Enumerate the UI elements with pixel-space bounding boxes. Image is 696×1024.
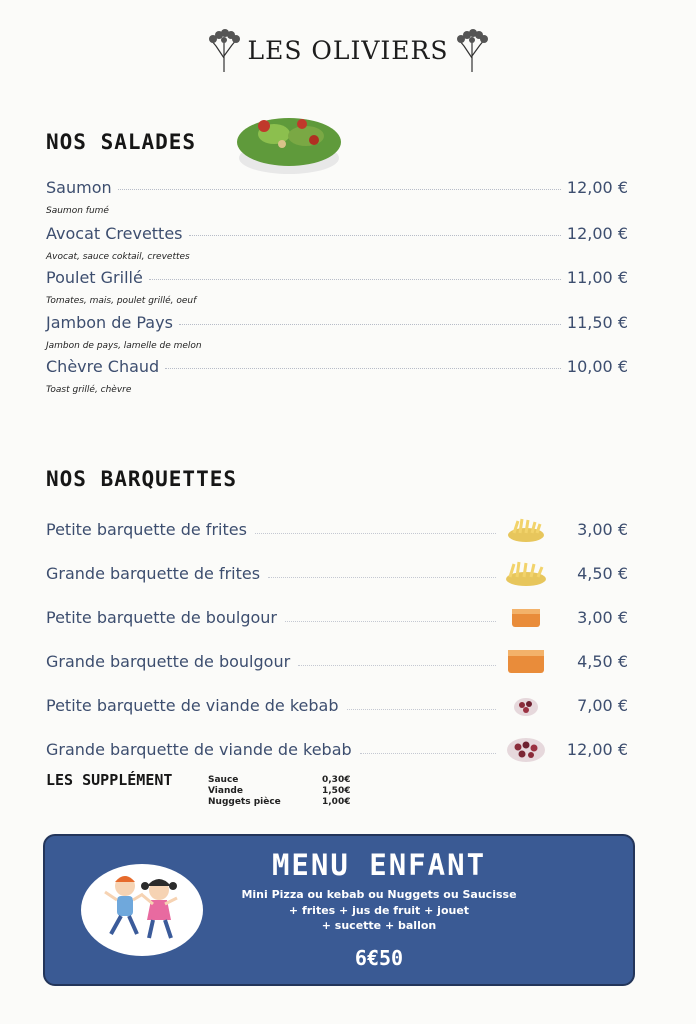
salad-description: Tomates, mais, poulet grillé, oeuf	[46, 296, 197, 306]
salad-description: Toast grillé, chèvre	[46, 385, 132, 395]
salad-name: Saumon	[46, 178, 112, 197]
barquette-price: 12,00 €	[566, 739, 628, 759]
salad-price: 11,50 €	[566, 313, 628, 332]
salad-name: Chèvre Chaud	[46, 357, 160, 376]
barquette-price: 3,00 €	[577, 519, 628, 539]
salad-description: Jambon de pays, lamelle de melon	[46, 341, 202, 351]
salad-price: 10,00 €	[566, 357, 628, 376]
salad-price: 11,00 €	[566, 268, 628, 287]
barquette-price: 3,00 €	[577, 607, 628, 627]
dot-leader	[268, 577, 496, 578]
salad-row	[46, 178, 628, 197]
supplements-list	[208, 775, 350, 808]
dot-leader	[189, 235, 561, 236]
fries-icon	[504, 559, 548, 587]
barquette-price: 7,00 €	[577, 695, 628, 715]
supplement-row	[208, 775, 350, 786]
menu-enfant-title: MENU ENFANT	[271, 848, 487, 882]
salad-price: 12,00 €	[566, 178, 628, 197]
olive-tree-icon	[455, 28, 489, 72]
barquette-name: Petite barquette de boulgour	[46, 607, 277, 627]
barquette-name: Petite barquette de viande de kebab	[46, 695, 339, 715]
dot-leader	[179, 324, 561, 325]
dot-leader	[255, 533, 496, 534]
dot-leader	[165, 368, 561, 369]
salad-bowl-icon	[234, 108, 344, 178]
bulgur-icon	[504, 647, 548, 675]
salad-row	[46, 357, 628, 376]
dot-leader	[298, 665, 496, 666]
menu-enfant-line: + sucette + ballon	[321, 919, 437, 932]
barquette-row	[46, 515, 628, 543]
menu-enfant-price: 6€50	[354, 946, 404, 970]
dot-leader	[347, 709, 497, 710]
salad-row	[46, 268, 628, 287]
barquette-row	[46, 647, 628, 675]
supplement-name: Sauce	[208, 775, 239, 785]
supplement-price: 0,30€	[322, 775, 351, 785]
olive-tree-icon	[207, 28, 241, 72]
dot-leader	[118, 189, 561, 190]
menu-enfant-panel	[43, 834, 635, 986]
salad-price: 12,00 €	[566, 224, 628, 243]
barquette-row	[46, 603, 628, 631]
salad-name: Avocat Crevettes	[46, 224, 183, 243]
barquette-row	[46, 735, 628, 763]
barquette-name: Grande barquette de boulgour	[46, 651, 291, 671]
barquette-price: 4,50 €	[577, 651, 628, 671]
supplement-name: Viande	[208, 786, 243, 796]
barquette-name: Grande barquette de frites	[46, 563, 261, 583]
fries-icon	[504, 515, 548, 543]
salad-name: Jambon de Pays	[46, 313, 173, 332]
salad-row	[46, 224, 628, 243]
supplement-row	[208, 786, 350, 797]
bulgur-icon	[504, 603, 548, 631]
salad-row	[46, 313, 628, 332]
menu-enfant-line: + frites + jus de fruit + jouet	[288, 904, 470, 917]
salad-name: Poulet Grillé	[46, 268, 143, 287]
supplement-row	[208, 797, 350, 808]
kebab-meat-icon	[504, 735, 548, 763]
supplement-price: 1,50€	[322, 786, 351, 796]
barquette-name: Petite barquette de frites	[46, 519, 247, 539]
barquette-price: 4,50 €	[577, 563, 628, 583]
barquette-row	[46, 559, 628, 587]
supplement-name: Nuggets pièce	[208, 797, 281, 807]
barquette-name: Grande barquette de viande de kebab	[46, 739, 352, 759]
barquette-row	[46, 691, 628, 719]
salad-description: Saumon fumé	[46, 206, 109, 216]
salad-description: Avocat, sauce coktail, crevettes	[46, 252, 190, 262]
dot-leader	[149, 279, 561, 280]
supplement-price: 1,00€	[322, 797, 351, 807]
section-title-supplements: LES SUPPLÉMENT	[46, 771, 173, 789]
dot-leader	[360, 753, 496, 754]
kebab-meat-icon	[504, 691, 548, 719]
section-title-salades: NOS SALADES	[46, 130, 197, 154]
menu-enfant-line: Mini Pizza ou kebab ou Nuggets ou Saucisse	[241, 888, 517, 901]
dot-leader	[285, 621, 496, 622]
restaurant-header	[0, 28, 696, 72]
restaurant-name: LES OLIVIERS	[247, 35, 449, 65]
section-title-barquettes: NOS BARQUETTES	[46, 467, 238, 491]
